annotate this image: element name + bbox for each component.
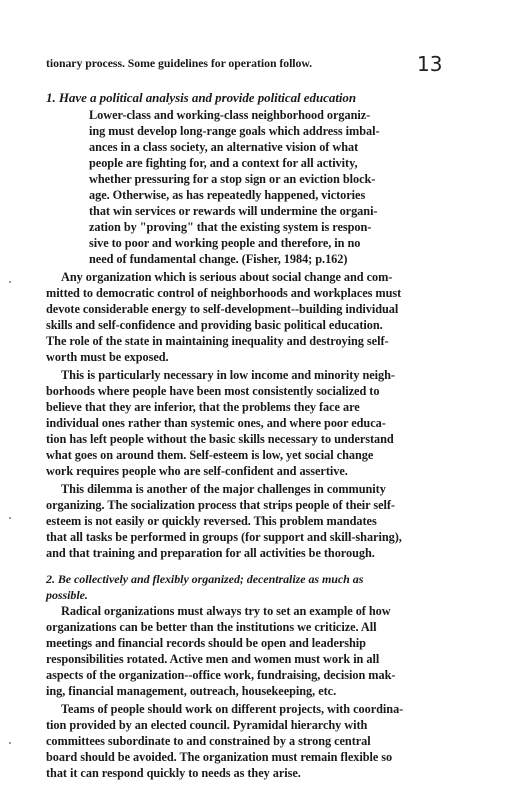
- section-heading: 1. Have a political analysis and provide political education: [46, 90, 357, 105]
- quote-line: ing must develop long-range goals which address imbal-: [89, 124, 380, 138]
- quote-line: that win services or rewards will undermine the organi-: [89, 204, 378, 218]
- section-heading-continued: possible.: [46, 588, 88, 602]
- quote-line: whether pressuring for a stop sign or an eviction block-: [89, 172, 376, 186]
- text-line: aspects of the organization--office work, fundraising, decision mak-: [46, 668, 396, 682]
- text-line: organizations can be better than the institutions we criticize. All: [46, 620, 377, 634]
- text-line: work requires people who are self-confident and assertive.: [46, 464, 348, 478]
- text-line: that it can respond quickly to needs as they arise.: [46, 766, 301, 780]
- text-line: individual ones rather than systemic ones, and where poor educa-: [46, 416, 386, 430]
- text-line: meetings and financial records should be open and leadership: [46, 636, 366, 650]
- quote-line: Lower-class and working-class neighborhood organiz-: [89, 108, 371, 122]
- quote-line: sive to poor and working people and therefore, in no: [89, 236, 361, 250]
- text-line: believe that they are inferior, that the problems they face are: [46, 400, 360, 414]
- text-line: committees subordinate to and constrained by a strong central: [46, 734, 371, 748]
- text-line: borhoods where people have been most consistently socialized to: [46, 384, 380, 398]
- text-line: Any organization which is serious about social change and com-: [61, 270, 393, 284]
- text-line: This is particularly necessary in low income and minority neigh-: [61, 368, 395, 382]
- quote-line: ances in a class society, an alternative vision of what: [89, 140, 359, 154]
- text-line: organizing. The socialization process that strips people of their self-: [46, 498, 395, 512]
- text-line: Teams of people should work on different projects, with coordina-: [61, 702, 404, 716]
- text-line: This dilemma is another of the major challenges in community: [61, 482, 386, 496]
- text-line: esteem is not easily or quickly reversed. This problem mandates: [46, 514, 377, 528]
- scan-speck: [9, 742, 11, 744]
- text-line: tion has left people without the basic skills necessary to understand: [46, 432, 394, 446]
- text-line: devote considerable energy to self-development--building individual: [46, 302, 399, 316]
- section-heading: 2. Be collectively and flexibly organized; decentralize as much as: [46, 572, 364, 586]
- text-line: board should be avoided. The organization must remain flexible so: [46, 750, 393, 764]
- scan-speck: [9, 281, 11, 283]
- text-line: responsibilities rotated. Active men and women must work in all: [46, 652, 380, 666]
- text-line: tion provided by an elected council. Pyramidal hierarchy with: [46, 718, 368, 732]
- text-line: mitted to democratic control of neighborhoods and workplaces must: [46, 286, 402, 300]
- quote-line: people are fighting for, and a context for all activity,: [89, 156, 358, 170]
- text-line: worth must be exposed.: [46, 350, 169, 364]
- quote-citation: need of fundamental change. (Fisher, 1984; p.162): [89, 252, 348, 266]
- scan-speck: [9, 517, 11, 519]
- text-line: and that training and preparation for all activities be thorough.: [46, 546, 375, 560]
- text-line: The role of the state in maintaining inequality and destroying self-: [46, 334, 389, 348]
- quote-line: age. Otherwise, as has repeatedly happened, victories: [89, 188, 366, 202]
- text-line: skills and self-confidence and providing basic political education.: [46, 318, 383, 332]
- quote-line: zation by "proving" that the existing system is respon-: [89, 220, 372, 234]
- page-number: 13: [417, 52, 443, 76]
- text-line: ing, financial management, outreach, housekeeping, etc.: [46, 684, 337, 698]
- text-line: that all tasks be performed in groups (for support and skill-sharing),: [46, 530, 402, 544]
- text-line: Radical organizations must always try to set an example of how: [61, 604, 391, 618]
- text-line: tionary process. Some guidelines for operation follow.: [46, 56, 313, 70]
- text-line: what goes on around them. Self-esteem is low, yet social change: [46, 448, 374, 462]
